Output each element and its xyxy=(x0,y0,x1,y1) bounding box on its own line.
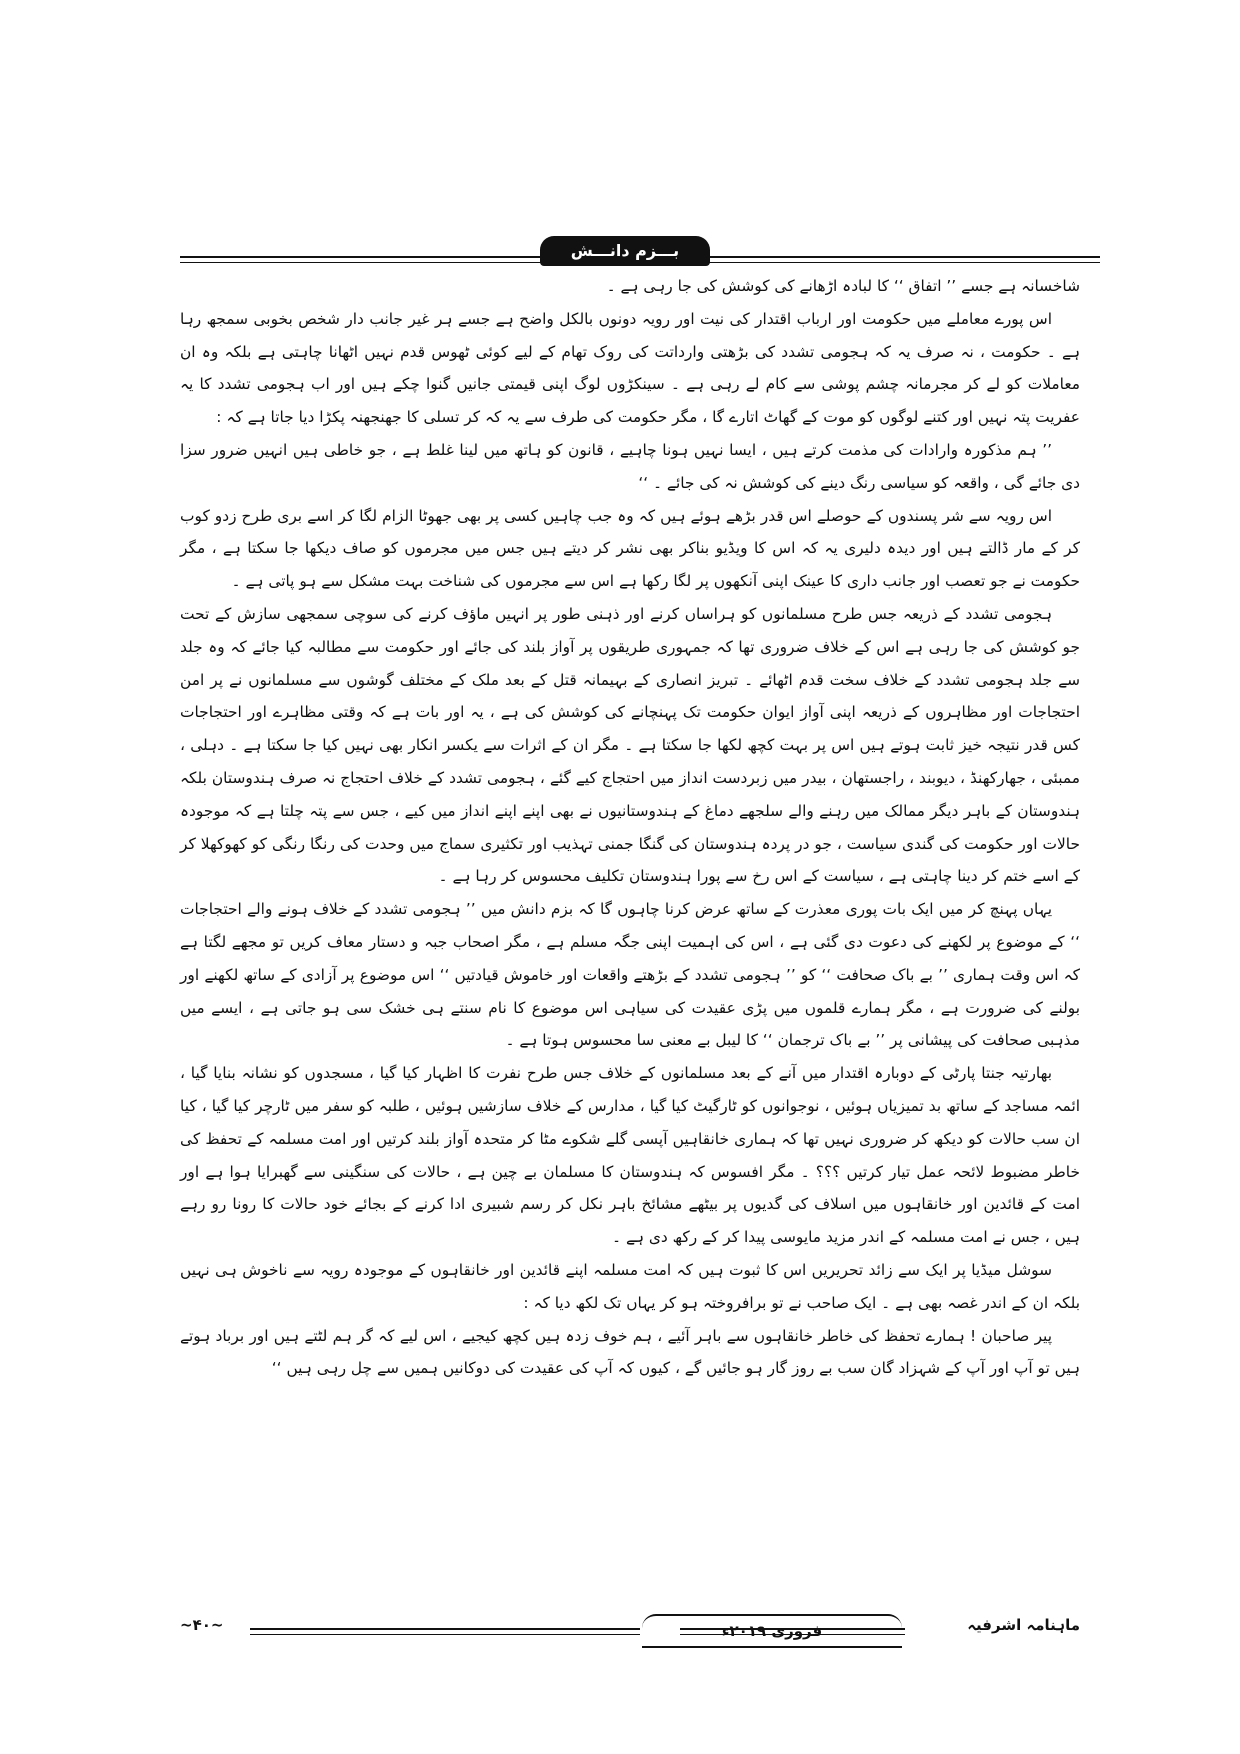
paragraph: شاخسانہ ہے جسے ’’ اتفاق ‘‘ کا لبادہ اڑھانے کی کوشش کی جا رہی ہے ۔ xyxy=(606,277,1080,295)
quote-paragraph: ’’ ہم مذکورہ وارادات کی مذمت کرتے ہیں ، ایسا نہیں ہونا چاہیے ، قانون کو ہاتھ میں لینا غلط ہے ، جو خاطی ہیں انہیں ضرور سزا دی جائے گی ، واقعہ کو سیاسی رنگ دینے کی کوشش نہ کی جائے ۔ ‘‘ xyxy=(180,440,1080,492)
section-title: بـــزم دانـــش xyxy=(540,236,710,266)
quote-paragraph: پیر صاحبان ! ہمارے تحفظ کی خاطر خانقاہوں سے باہر آئیے ، ہم خوف زدہ ہیں کچھ کیجیے ، اس لیے کہ گر ہم لٹتے ہیں اور برباد ہوتے ہیں تو آپ اور آپ کے شہزاد گان سب بے روز گار ہو جائیں گے ، کیوں کہ آپ کی عقیدت کی دوکانیں ہمیں سے چل رہی ہیں ‘‘ xyxy=(180,1326,1080,1378)
article-body xyxy=(180,270,1080,1385)
magazine-name: ماہنامہ اشرفیہ xyxy=(967,1616,1080,1634)
footer-rule xyxy=(250,1628,640,1630)
footer-rule-thin xyxy=(250,1634,640,1635)
paragraph: اس رویہ سے شر پسندوں کے حوصلے اس قدر بڑھے ہوئے ہیں کہ وہ جب چاہیں کسی پر بھی جھوٹا الزام لگا کر اسے بری طرح زدو کوب کر کے مار ڈالتے ہیں اور دیدہ دلیری یہ کہ اس کا ویڈیو بناکر بھی نشر کر دیتے ہیں جس میں مجرموں کو صاف دیکھا جا سکتا ہے ، مگر حکومت نے جو تعصب اور جانب داری کا عینک اپنی آنکھوں پر لگا رکھا ہے اس سے مجرموں کی شناخت بہت مشکل سے ہو پاتی ہے ۔ xyxy=(180,506,1080,591)
paragraph: ہجومی تشدد کے ذریعہ جس طرح مسلمانوں کو ہراساں کرنے اور ذہنی طور پر انہیں ماؤف کرنے کی سوچی سمجھی سازش کے تحت جو کوشش کی جا رہی ہے اس کے خلاف ضروری تھا کہ جمہوری طریقوں پر آواز بلند کی جائے اور حکومت سے مطالبہ کیا جائے کہ وہ جلد سے جلد ہجومی تشدد کے خلاف سخت قدم اٹھائے ۔ تبریز انصاری کے بہیمانہ قتل کے بعد ملک کے مختلف گوشوں سے مسلمانوں نے پر امن احتجاجات اور مظاہروں کے ذریعہ اپنی آواز ایوان حکومت تک پہنچانے کی کوشش کی ہے ، یہ اور بات ہے کہ وقتی مظاہرے اور احتجاجات کس قدر نتیجہ خیز ثابت ہوتے ہیں اس پر بہت کچھ لکھا جا سکتا ہے ۔ مگر ان کے اثرات سے یکسر انکار بھی نہیں کیا جا سکتا ہے ۔ دہلی ، ممبئی ، جھارکھنڈ ، دیوبند ، راجستھان ، بیدر میں زبردست انداز میں احتجاج کیے گئے ، ہجومی تشدد کے خلاف احتجاج نہ صرف ہندوستان بلکہ ہندوستان کے باہر دیگر ممالک میں رہنے والے سلجھے دماغ کے ہندوستانیوں نے بھی اپنے اپنے انداز میں کیے ، جس سے پتہ چلتا ہے کہ موجودہ حالات اور حکومت کی گندی سیاست ، جو در پردہ ہندوستان کی گنگا جمنی تہذیب اور تکثیری سماج میں وحدت کی رنگا رنگی کو کھوکھلا کر کے اسے ختم کر دینا چاہتی ہے ، سیاست کے اس رخ سے پورا ہندوستان تکلیف محسوس کر رہا ہے ۔ xyxy=(180,604,1080,886)
paragraph: یہاں پہنچ کر میں ایک بات پوری معذرت کے ساتھ عرض کرنا چاہوں گا کہ بزم دانش میں ’’ ہجومی تشدد کے خلاف ہونے والے احتجاجات ‘‘ کے موضوع پر لکھنے کی دعوت دی گئی ہے ، اس کی اہمیت اپنی جگہ مسلم ہے ، مگر اصحاب جبہ و دستار معاف کریں تو مجھے لگتا ہے کہ اس وقت ہماری ’’ بے باک صحافت ‘‘ کو ’’ ہجومی تشدد کے بڑھتے واقعات اور خاموش قیادتیں ‘‘ اس موضوع پر آزادی کے ساتھ لکھنے اور بولنے کی ضرورت ہے ، مگر ہمارے قلموں میں پڑی عقیدت کی سیاہی اس موضوع کا نام سنتے ہی خشک سی ہو جاتی ہے ، ایسے میں مذہبی صحافت کی پیشانی پر ’’ بے باک ترجمان ‘‘ کا لیبل بے معنی سا محسوس ہوتا ہے ۔ xyxy=(180,900,1080,1050)
page-footer xyxy=(180,1612,1080,1652)
page-number: ~۴۰~ xyxy=(180,1616,224,1634)
paragraph: اس پورے معاملے میں حکومت اور ارباب اقتدار کی نیت اور رویہ دونوں بالکل واضح ہے جسے ہر غیر جانب دار شخص بخوبی سمجھ رہا ہے ۔ حکومت ، نہ صرف یہ کہ ہجومی تشدد کی بڑھتی وارداتت کی روک تھام کے لیے کوئی ٹھوس قدم نہیں اٹھانا چاہتی ہے بلکہ وہ ان معاملات کو لے کر مجرمانہ چشم پوشی سے کام لے رہی ہے ۔ سینکڑوں لوگ اپنی قیمتی جانیں گنوا چکے ہیں اور اب ہجومی تشدد کا یہ عفریت پتہ نہیں اور کتنے لوگوں کو موت کے گھاٹ اتارے گا ، مگر حکومت کی طرف سے یہ کہ کر تسلی کا جھنجھنہ پکڑا دیا جاتا ہے کہ : xyxy=(180,309,1080,427)
paragraph: بھارتیہ جنتا پارٹی کے دوبارہ اقتدار میں آنے کے بعد مسلمانوں کے خلاف جس طرح نفرت کا اظہار کیا گیا ، مسجدوں کو نشانہ بنایا گیا ، ائمہ مساجد کے ساتھ بد تمیزیاں ہوئیں ، نوجوانوں کو ٹارگیٹ کیا گیا ، مدارس کے خلاف سازشیں ہوئیں ، طلبہ کو سفر میں ٹارچر کیا گیا ، کیا ان سب حالات کو دیکھ کر ضروری نہیں تھا کہ ہماری خانقاہیں آپسی گلے شکوے مٹا کر متحدہ آواز بلند کرتیں اور امت مسلمہ کے تحفظ کی خاطر مضبوط لائحہ عمل تیار کرتیں ؟؟؟ ۔ مگر افسوس کہ ہندوستان کا مسلمان بے چین ہے ، حالات کی سنگینی سے گھبرایا ہوا ہے اور امت کے قائدین اور خانقاہوں میں اسلاف کی گدیوں پر بیٹھے مشائخ باہر نکل کر رسم شبیری ادا کرنے کے بجائے خود حالات کا رونا رو رہے ہیں ، جس نے امت مسلمہ کے اندر مزید مایوسی پیدا کر کے رکھ دی ہے ۔ xyxy=(180,1064,1080,1247)
paragraph: سوشل میڈیا پر ایک سے زائد تحریریں اس کا ثبوت ہیں کہ امت مسلمہ اپنے قائدین اور خانقاہوں کے موجودہ رویہ سے ناخوش ہی نہیں بلکہ ان کے اندر غصہ بھی ہے ۔ ایک صاحب نے تو برافروختہ ہو کر یہاں تک لکھ دیا کہ : xyxy=(180,1260,1080,1312)
issue-date: فروری ۲۰۱۹ء xyxy=(642,1614,902,1648)
